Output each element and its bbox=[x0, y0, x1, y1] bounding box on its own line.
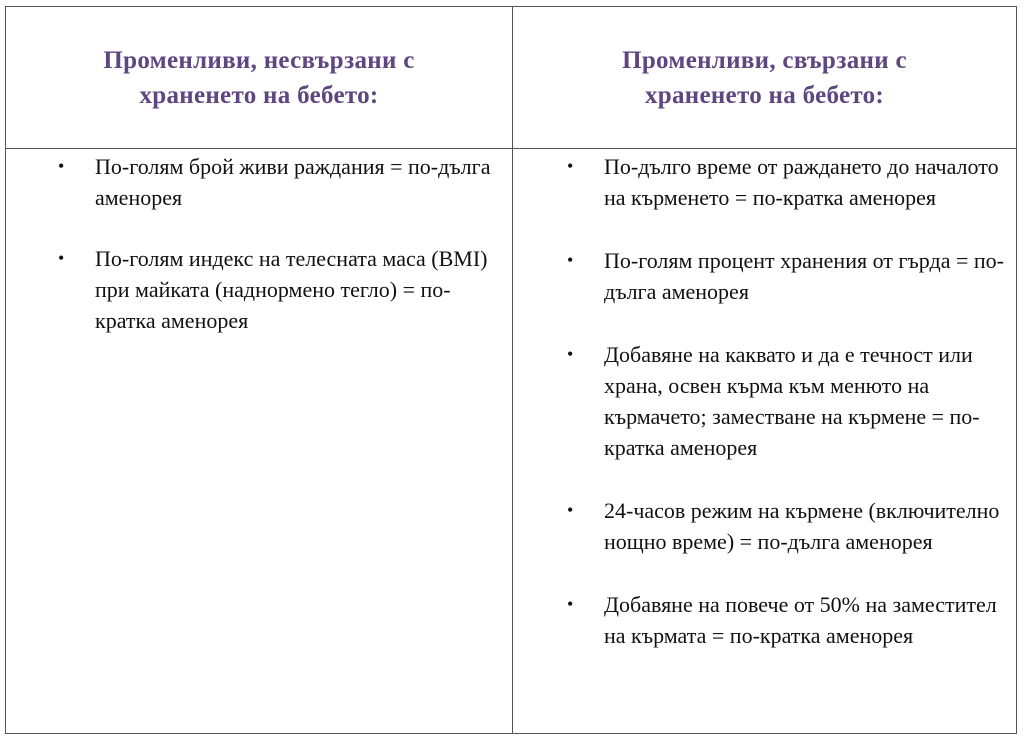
list-item-text: Добавяне на повече от 50% на заместител на кърмата = по-кратка аменорея bbox=[604, 592, 997, 648]
list-item bbox=[58, 151, 500, 213]
header-cell-related bbox=[513, 7, 1016, 149]
list-item bbox=[58, 243, 500, 336]
bullet-icon: • bbox=[58, 248, 65, 268]
list-item bbox=[567, 151, 1014, 213]
body-cell-unrelated bbox=[6, 149, 513, 733]
related-variables-list bbox=[567, 151, 1014, 651]
list-item bbox=[567, 245, 1014, 307]
list-item-text: По-голям процент хранения от гърда = по-дълга аменорея bbox=[604, 248, 1004, 304]
list-item bbox=[567, 339, 1014, 463]
bullet-icon: • bbox=[567, 500, 574, 520]
header-related-variables: Променливи, свързани с храненето на бебето: bbox=[622, 46, 907, 109]
list-item bbox=[567, 495, 1014, 557]
bullet-icon: • bbox=[567, 344, 574, 364]
list-item-text: 24-часов режим на кърмене (включително нощно време) = по-дълга аменорея bbox=[604, 498, 1000, 554]
bullet-icon: • bbox=[58, 156, 65, 176]
comparison-table bbox=[5, 6, 1017, 734]
unrelated-variables-list bbox=[58, 151, 500, 367]
list-item bbox=[567, 589, 1014, 651]
header-unrelated-variables: Променливи, несвързани с храненето на бебето: bbox=[103, 46, 415, 109]
bullet-icon: • bbox=[567, 594, 574, 614]
list-item-text: По-голям брой живи раждания = по-дълга аменорея bbox=[95, 154, 491, 210]
bullet-icon: • bbox=[567, 156, 574, 176]
list-item-text: По-голям индекс на телесната маса (BMI) при майката (наднормено тегло) = по-кратка аменорея bbox=[95, 246, 488, 333]
list-item-text: По-дълго време от раждането до началото на кърменето = по-кратка аменорея bbox=[604, 154, 999, 210]
body-cell-related bbox=[513, 149, 1016, 733]
bullet-icon: • bbox=[567, 250, 574, 270]
list-item-text: Добавяне на каквато и да е течност или храна, освен кърма към менюто на кърмачето; заместване на кърмене = по-кратка аменорея bbox=[604, 342, 980, 460]
header-cell-unrelated bbox=[6, 7, 513, 149]
